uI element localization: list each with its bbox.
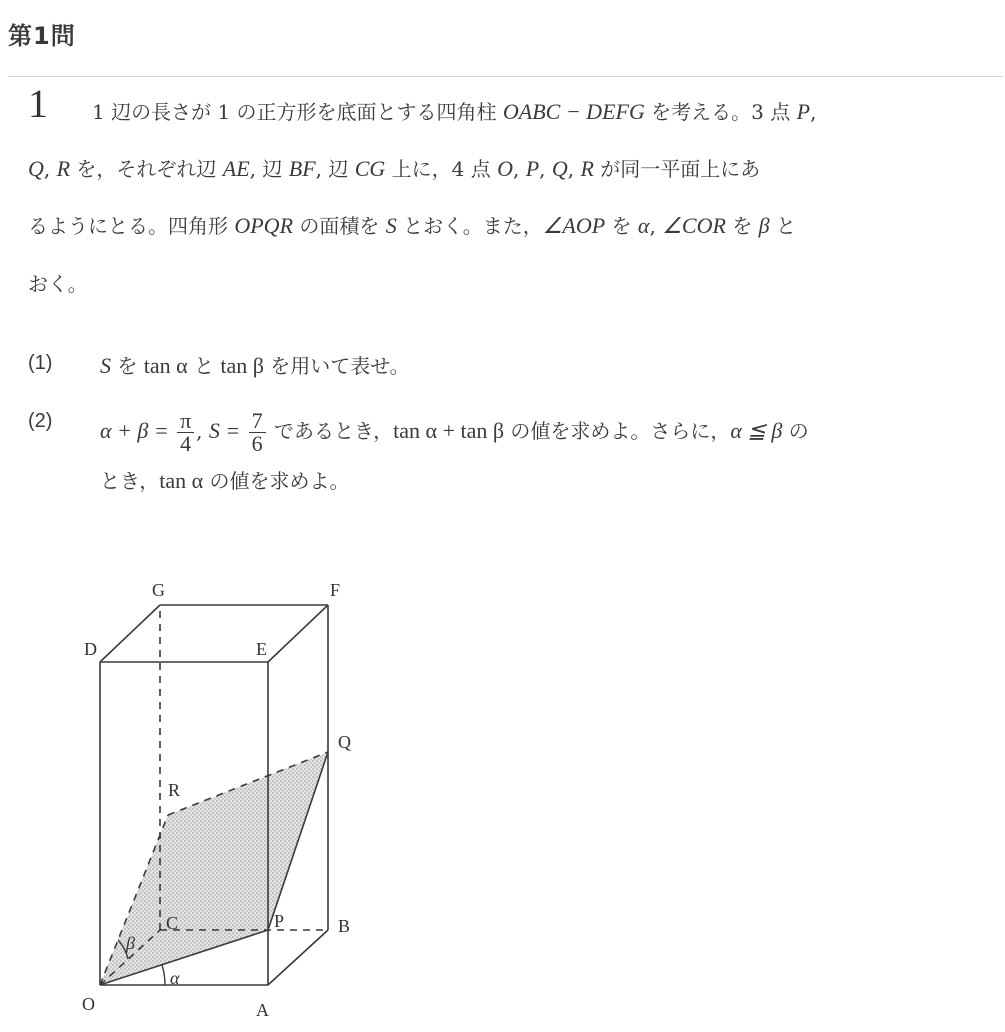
subquestion-1 — [100, 350, 410, 379]
label-a: A — [256, 1000, 269, 1020]
label-d: D — [84, 639, 97, 659]
text: の面積を — [293, 214, 386, 238]
math-p: P — [525, 156, 540, 181]
math-prism: OABC − DEFG — [502, 99, 645, 124]
text: 上に，4 点 — [385, 157, 498, 181]
math-p: P — [796, 99, 811, 124]
math-cg: CG — [354, 156, 386, 181]
edge-dg — [100, 605, 160, 662]
subquestion-1-label: (1) — [28, 352, 53, 374]
angle-alpha-arc — [162, 965, 165, 985]
subquestion-2 — [100, 410, 809, 455]
label-o: O — [82, 994, 95, 1014]
math-o: O — [497, 156, 513, 181]
fraction-numerator: π — [177, 410, 194, 433]
fraction-numerator: 7 — [249, 410, 266, 433]
label-e: E — [256, 639, 267, 659]
problem-line-3 — [28, 210, 796, 239]
label-g: G — [152, 580, 165, 600]
text: , — [810, 100, 817, 124]
problem-number: 1 — [28, 81, 48, 126]
text: を考える。3 点 — [644, 100, 797, 124]
fraction-denominator: 4 — [180, 431, 192, 456]
label-c: C — [166, 913, 179, 933]
header-divider — [8, 76, 1003, 77]
text: の値を求めよ。 — [203, 469, 350, 493]
text: るようにとる。四角形 — [28, 214, 235, 238]
text: を，それぞれ辺 — [70, 157, 223, 181]
text: , 辺 — [249, 157, 289, 181]
label-r: R — [168, 780, 181, 800]
label-alpha: α — [170, 968, 180, 988]
text: の — [782, 419, 809, 443]
math-tan-sum: tan α + tan β — [393, 418, 505, 443]
text: を — [725, 214, 759, 238]
text: 1 辺の長さが 1 の正方形を底面とする四角柱 — [92, 100, 503, 124]
text: , — [512, 157, 526, 181]
fraction-7-over-6 — [249, 410, 266, 455]
fraction-pi-over-4 — [177, 410, 194, 455]
text: と — [187, 354, 221, 378]
text: が同一平面上にあ — [593, 157, 761, 181]
math-tan-beta: tan β — [220, 353, 264, 378]
math-cor: ∠COR — [662, 213, 726, 238]
text: を用いて表せ。 — [263, 354, 410, 378]
math-ae: AE — [222, 156, 250, 181]
math-s: S — [100, 353, 111, 378]
edge-ab — [268, 930, 328, 985]
math-r: R — [56, 156, 71, 181]
label-b: B — [338, 916, 351, 936]
text: と — [769, 214, 796, 238]
text: , — [196, 419, 209, 443]
text: を — [111, 354, 144, 378]
math-tan-alpha: tan α — [143, 353, 188, 378]
text: , — [649, 214, 663, 238]
fraction-denominator: 6 — [251, 431, 263, 456]
math-alpha: α — [637, 213, 650, 238]
text: , — [539, 157, 552, 181]
problem-line-4: おく。 — [28, 272, 88, 296]
math-s: S — [385, 213, 397, 238]
math-bf: BF — [288, 156, 316, 181]
label-q: Q — [338, 732, 351, 752]
math-inequality: α ≦ β — [730, 418, 783, 443]
math-s-equals: S = — [208, 418, 241, 443]
edge-ef — [268, 605, 328, 662]
subquestion-2-label: (2) — [28, 410, 53, 432]
subquestion-2-continued — [100, 465, 349, 494]
text: とおく。また， — [396, 214, 543, 238]
math-q: Q — [551, 156, 568, 181]
text: , 辺 — [315, 157, 355, 181]
label-p: P — [274, 911, 285, 931]
problem-line-1 — [92, 96, 816, 125]
problem-line-2 — [28, 153, 760, 182]
math-q: Q — [28, 156, 44, 181]
math-tan-alpha: tan α — [159, 468, 204, 493]
math-opqr: OPQR — [234, 213, 294, 238]
page-title: 第1問 — [8, 22, 76, 50]
text: , — [43, 157, 57, 181]
text: とき， — [100, 469, 160, 493]
label-f: F — [330, 580, 341, 600]
text: であるとき， — [267, 419, 394, 443]
text: , — [567, 157, 581, 181]
math-aop: ∠AOP — [542, 213, 606, 238]
math-beta: β — [758, 213, 770, 238]
text: の値を求めよ。さらに， — [504, 419, 731, 443]
math-r: R — [580, 156, 594, 181]
math-alpha-plus-beta: α + β = — [100, 418, 169, 443]
label-beta: β — [126, 933, 135, 953]
text: を — [605, 214, 638, 238]
prism-figure — [0, 560, 420, 1030]
